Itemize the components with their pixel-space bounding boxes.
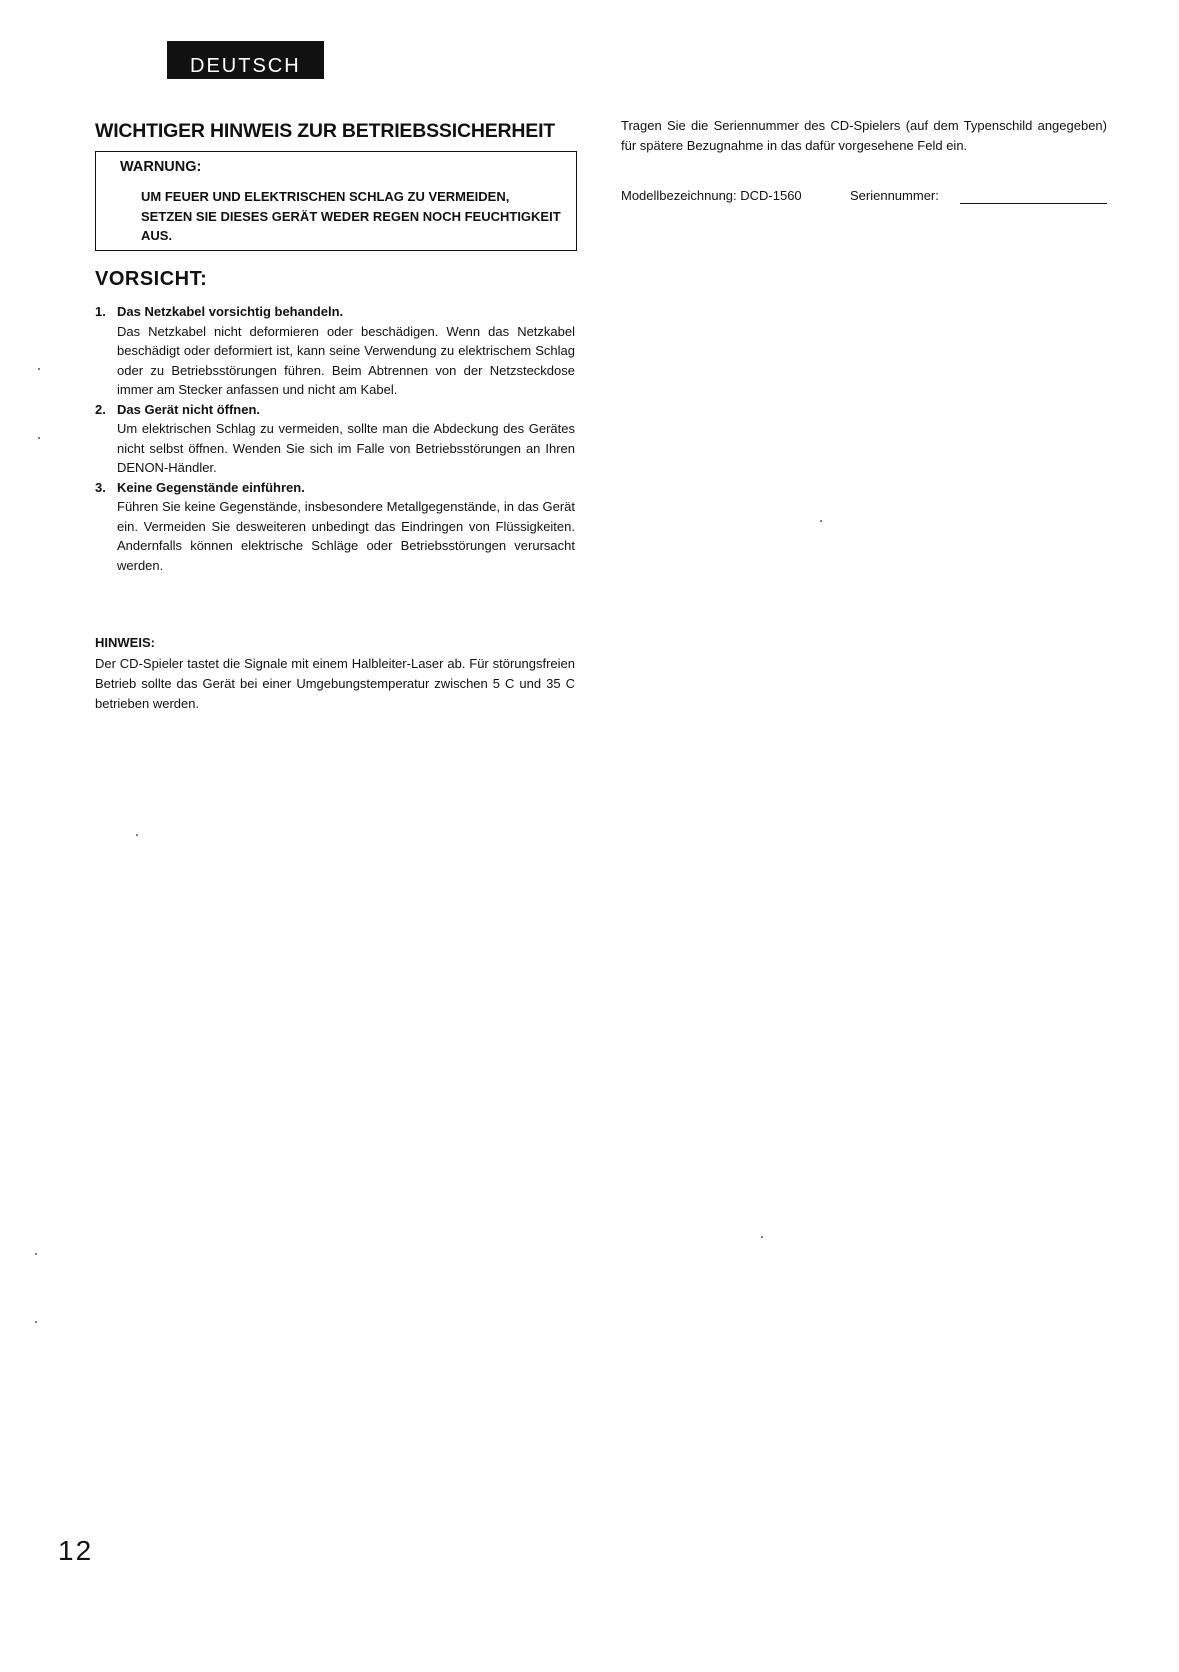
caution-item-heading: Keine Gegenstände einführen. — [117, 479, 305, 495]
caution-item-number: 1. — [95, 304, 106, 319]
safety-title: WICHTIGER HINWEIS ZUR BETRIEBSSICHERHEIT — [95, 120, 556, 142]
scan-speck — [820, 520, 822, 522]
serial-number-label: Seriennummer: — [850, 188, 939, 203]
language-tab: DEUTSCH — [167, 41, 324, 79]
scan-speck — [38, 437, 40, 439]
caution-title: VORSICHT: — [95, 268, 208, 290]
caution-item-body: Das Netzkabel nicht deformieren oder beschädigen. Wenn das Netzkabel beschädigt oder deformiert ist, kann seine Verwendung zu elektrischem Schlag oder zu Betriebsstörungen führen. Beim Abtrennen von der Netzsteckdose immer am Stecker anfassen und nicht am Kabel. — [117, 323, 575, 397]
model-designation: Modellbezeichnung: DCD-1560 — [621, 188, 802, 203]
scan-speck — [38, 368, 40, 370]
caution-item-body: Um elektrischen Schlag zu vermeiden, sollte man die Abdeckung des Gerätes nicht selbst öffnen. Wenden Sie sich im Falle von Betriebsstörungen an Ihren DENON-Händler. — [117, 421, 575, 475]
warning-box — [95, 151, 577, 251]
caution-item-body: Führen Sie keine Gegenstände, insbesondere Metallgegenstände, in das Gerät ein. Vermeiden Sie desweiteren unbedingt das Eindringen von Flüssigkeiten. Andernfalls können elektrische Schläge oder Betriebsstörungen verursacht werden. — [117, 499, 575, 573]
note-label: HINWEIS: — [95, 635, 155, 650]
scan-speck — [35, 1321, 37, 1323]
caution-item-number: 2. — [95, 401, 106, 417]
caution-item — [95, 478, 575, 576]
warning-label: WARNUNG: — [120, 159, 202, 175]
scan-speck — [761, 1236, 763, 1238]
caution-item-heading: Das Gerät nicht öffnen. — [117, 401, 261, 417]
caution-item — [95, 302, 575, 400]
scan-speck — [35, 1253, 37, 1255]
warning-text: UM FEUER UND ELEKTRISCHEN SCHLAG ZU VERMEIDEN, SETZEN SIE DIESES GERÄT WEDER REGEN NOCH FEUCHTIGKEIT AUS. — [141, 189, 561, 243]
caution-item-heading: Das Netzkabel vorsichtig behandeln. — [117, 304, 344, 319]
note-text: Der CD-Spieler tastet die Signale mit einem Halbleiter-Laser ab. Für störungsfreien Betrieb sollte das Gerät bei einer Umgebungstemperatur zwischen 5 C und 35 C betrieben werden. — [95, 656, 575, 711]
scan-speck — [136, 834, 138, 836]
caution-item — [95, 400, 575, 478]
serial-intro-text: Tragen Sie die Seriennummer des CD-Spielers (auf dem Typenschild angegeben) für spätere Bezugnahme in das dafür vorgesehene Feld ein. — [621, 118, 1107, 153]
caution-item-number: 3. — [95, 479, 106, 495]
serial-number-blank-line — [960, 203, 1107, 204]
page-number: 12 — [58, 1535, 94, 1566]
caution-list — [95, 302, 575, 575]
